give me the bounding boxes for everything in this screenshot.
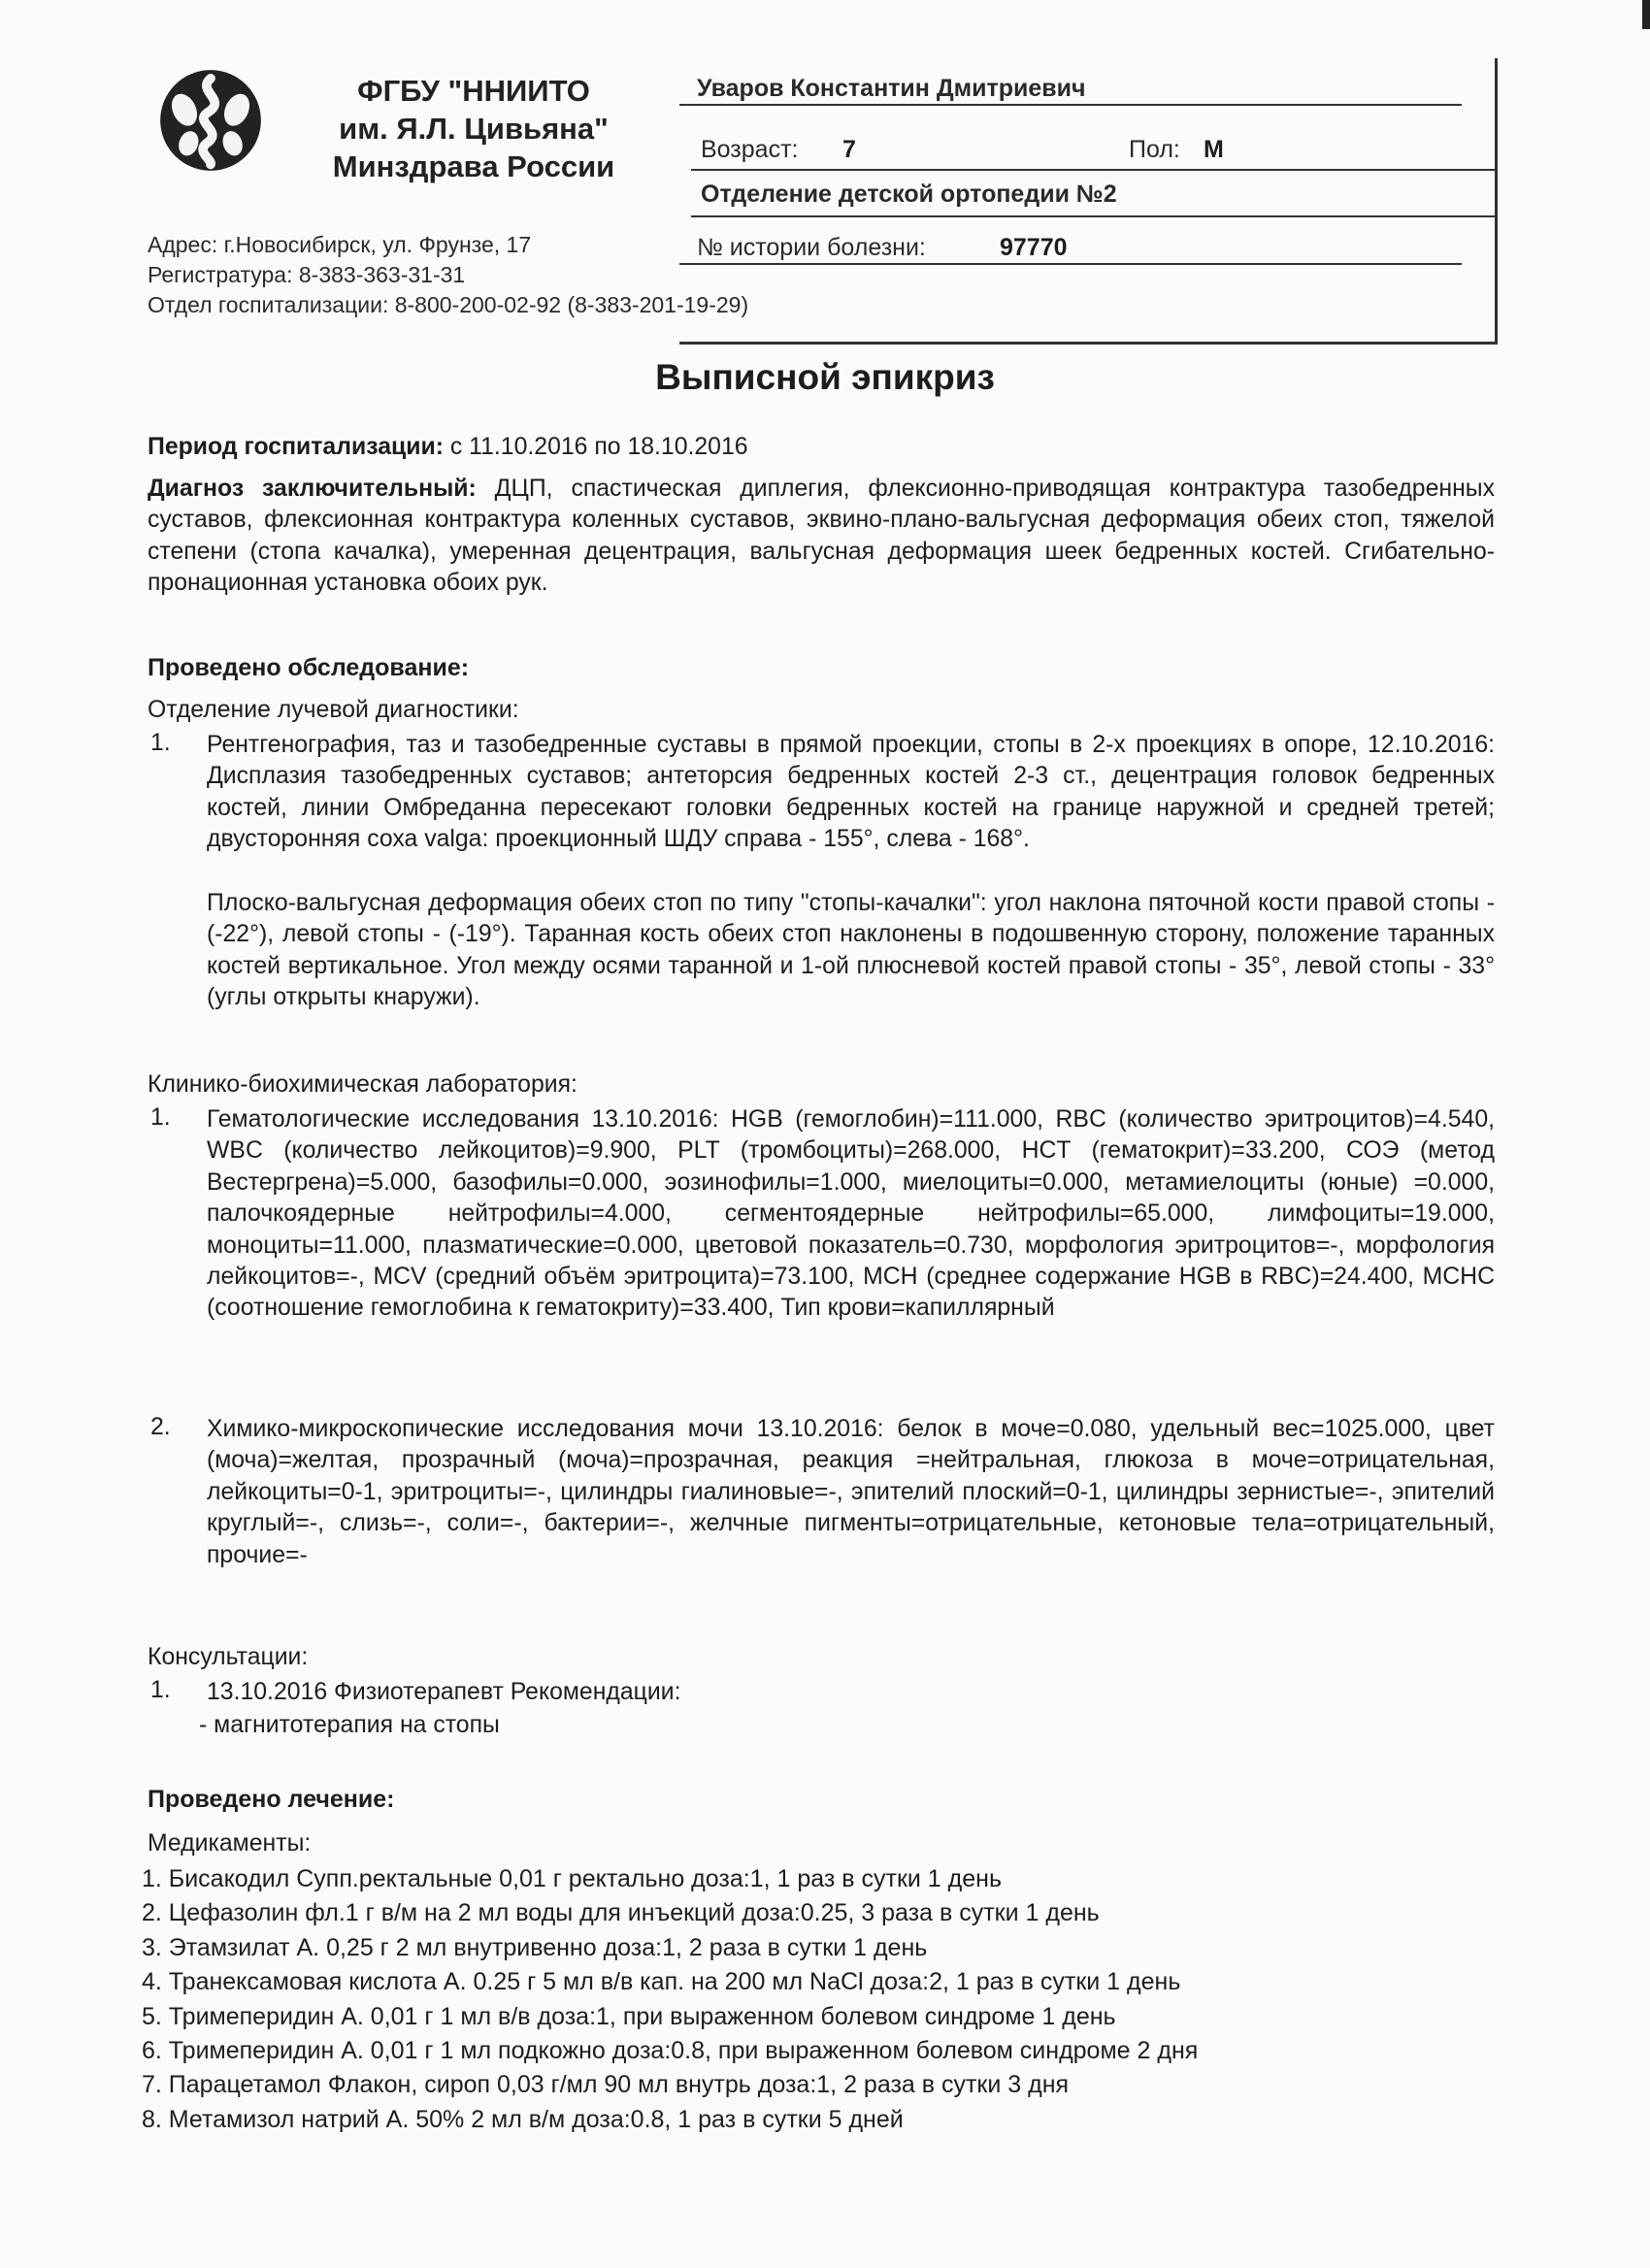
contact-block — [148, 230, 748, 320]
medications-label: Медикаменты: — [148, 1830, 312, 1857]
divider — [679, 263, 1462, 265]
hospitalization-label: Период госпитализации: — [148, 434, 444, 460]
medication-item: 4. Транексамовая кислота А. 0.25 г 5 мл в/в кап. на 200 мл NaCl доза:2, 1 раз в сутки 1 день — [142, 1968, 1181, 1996]
org-line-1: ФГБУ "ННИИТО — [357, 74, 590, 108]
urinalysis-results: Химико-микроскопические исследования мочи 13.10.2016: белок в моче=0.080, удельный вес=1025.000, цвет (моча)=желтая, прозрачный (моча)=прозрачная, реакция =нейтральная, глюкоза в моче=отрицательная, лейкоциты=0-1, эритроциты=-, цилиндры гиалиновые=-, эпителий плоский=0-1, цилиндры зернистые=-, эпителий круглый=-, слизь=-, соли=-, бактерии=-, желчные пигменты=отрицательные, кетоновые тела=отрицательный, прочие=- — [207, 1416, 1495, 1568]
medication-item: 1. Бисакодил Супп.ректальные 0,01 г ректально доза:1, 1 раз в сутки 1 день — [142, 1865, 1002, 1892]
age-label: Возраст: — [701, 136, 799, 163]
radiology-label: Отделение лучевой диагностики: — [148, 697, 519, 723]
consultation-number: 1. — [150, 1677, 171, 1703]
org-line-2: им. Я.Л. Цивьяна" — [339, 112, 609, 146]
diagnosis-label: Диагноз заключительный: — [148, 476, 477, 502]
examination-heading: Проведено обследование: — [148, 654, 470, 681]
patient-name: Уваров Константин Дмитриевич — [697, 75, 1086, 102]
sex-value: М — [1204, 136, 1224, 163]
medications-list — [142, 1862, 1198, 2137]
diagnosis-paragraph — [148, 474, 1495, 600]
medication-item: 5. Тримеперидин А. 0,01 г 1 мл в/в доза:1, при выраженном болевом синдроме 1 день — [142, 2002, 1116, 2030]
document-title: Выписной эпикриз — [655, 357, 995, 397]
radiology-item-number: 1. — [150, 730, 171, 756]
diagnosis-text: ДЦП, спастическая диплегия, флексионно-приводящая контрактура тазобедренных суставов, флексионная контрактура коленных суставов, эквино-плано-вальгусная деформация обеих стоп, тяжелой степени (стопа качалка), умеренная децентрация, вальгусная деформация шеек бедренных костей. Сгибательно-пронационная установка обоих рук. — [148, 476, 1495, 597]
sex-label: Пол: — [1129, 136, 1180, 163]
scan-edge-mark — [1642, 0, 1650, 29]
consultation-recommendation: - магнитотерапия на стопы — [199, 1712, 500, 1738]
consultations-label: Консультации: — [148, 1644, 309, 1670]
address-line: Адрес: г.Новосибирск, ул. Фрунзе, 17 — [148, 232, 532, 257]
org-line-3: Минздрава России — [332, 149, 615, 183]
organization-name — [289, 72, 658, 185]
radiology-item-text-2: Плоско-вальгусная деформация обеих стоп по типу "стопы-качалки": угол наклона пяточной кости правой стопы - (-22°), левой стопы - (-19°). Таранная кость обеих стоп наклонены в подошвенную сторону, положение таранных костей вертикальное. Угол между осями таранной и 1-ой плюсневой костей правой стопы - 35°, левой стопы - 33° (углы открыты кнаружи). — [207, 890, 1495, 1011]
radiology-item-text: Рентгенография, таз и тазобедренные суставы в прямой проекции, стопы в 2-х проекциях в опоре, 12.10.2016: Дисплазия тазобедренных суставов; антеторсия бедренных костей 2-3 ст., децентрация головок бедренных костей, линии Омбреданна пересекают головки бедренных костей на границе наружной и средней третей; двусторонняя соха valga: проекционный ШДУ справа - 155°, слева - 168°. — [207, 732, 1495, 853]
department: Отделение детской ортопедии №2 — [701, 181, 1117, 208]
hospitalization-period — [148, 432, 1495, 463]
hospitalization-phone: Отдел госпитализации: 8-800-200-02-92 (8-383-201-19-29) — [148, 292, 749, 317]
institute-logo-icon — [158, 68, 263, 173]
history-number: 97770 — [1000, 234, 1068, 261]
hematology-results: Гематологические исследования 13.10.2016: HGB (гемоглобин)=111.000, RBC (количество эритроцитов)=4.540, WBC (количество лейкоцитов)=9.900, PLT (тромбоциты)=268.000, HCT (гематокрит)=33.200, СОЭ (метод Вестергрена)=5.000, базофилы=0.000, эозинофилы=1.000, миелоциты=0.000, метамиелоциты (юные) =0.000, палочкоядерные нейтрофилы=4.000, сегментоядерные нейтрофилы=65.000, лимфоциты=19.000, моноциты=11.000, плазматические=0.000, цветовой показатель=0.730, морфология эритроцитов=-, морфология лейкоцитов=-, MCV (средний объём эритроцита)=73.100, MCH (среднее содержание HGB в RBC)=24.400, MCHC (соотношение гемоглобина к гематокриту)=33.400, Тип крови=капиллярный — [207, 1106, 1495, 1322]
lab-item-number: 2. — [150, 1414, 171, 1440]
history-label: № истории болезни: — [697, 234, 926, 261]
lab-label: Клинико-биохимическая лаборатория: — [148, 1071, 578, 1098]
treatment-heading: Проведено лечение: — [148, 1786, 395, 1813]
divider — [679, 104, 1462, 106]
divider — [691, 215, 1495, 217]
medication-item: 3. Этамзилат А. 0,25 г 2 мл внутривенно доза:1, 2 раза в сутки 1 день — [142, 1933, 928, 1961]
consultation-line: 13.10.2016 Физиотерапевт Рекомендации: — [207, 1679, 681, 1705]
divider — [691, 169, 1495, 171]
lab-item-number: 1. — [150, 1104, 171, 1131]
hospitalization-value: с 11.10.2016 по 18.10.2016 — [444, 434, 748, 460]
medication-item: 2. Цефазолин фл.1 г в/м на 2 мл воды для инъекций доза:0.25, 3 раза в сутки 1 день — [142, 1899, 1100, 1927]
registry-phone: Регистратура: 8-383-363-31-31 — [148, 262, 466, 287]
medication-item: 6. Тримеперидин А. 0,01 г 1 мл подкожно доза:0.8, при выраженном болевом синдроме 2 дня — [142, 2037, 1199, 2065]
medication-item: 7. Парацетамол Флакон, сироп 0,03 г/мл 90 мл внутрь доза:1, 2 раза в сутки 3 дня — [142, 2071, 1070, 2099]
age-value: 7 — [842, 136, 856, 163]
medication-item: 8. Метамизол натрий А. 50% 2 мл в/м доза:0.8, 1 раз в сутки 5 дней — [142, 2105, 904, 2133]
